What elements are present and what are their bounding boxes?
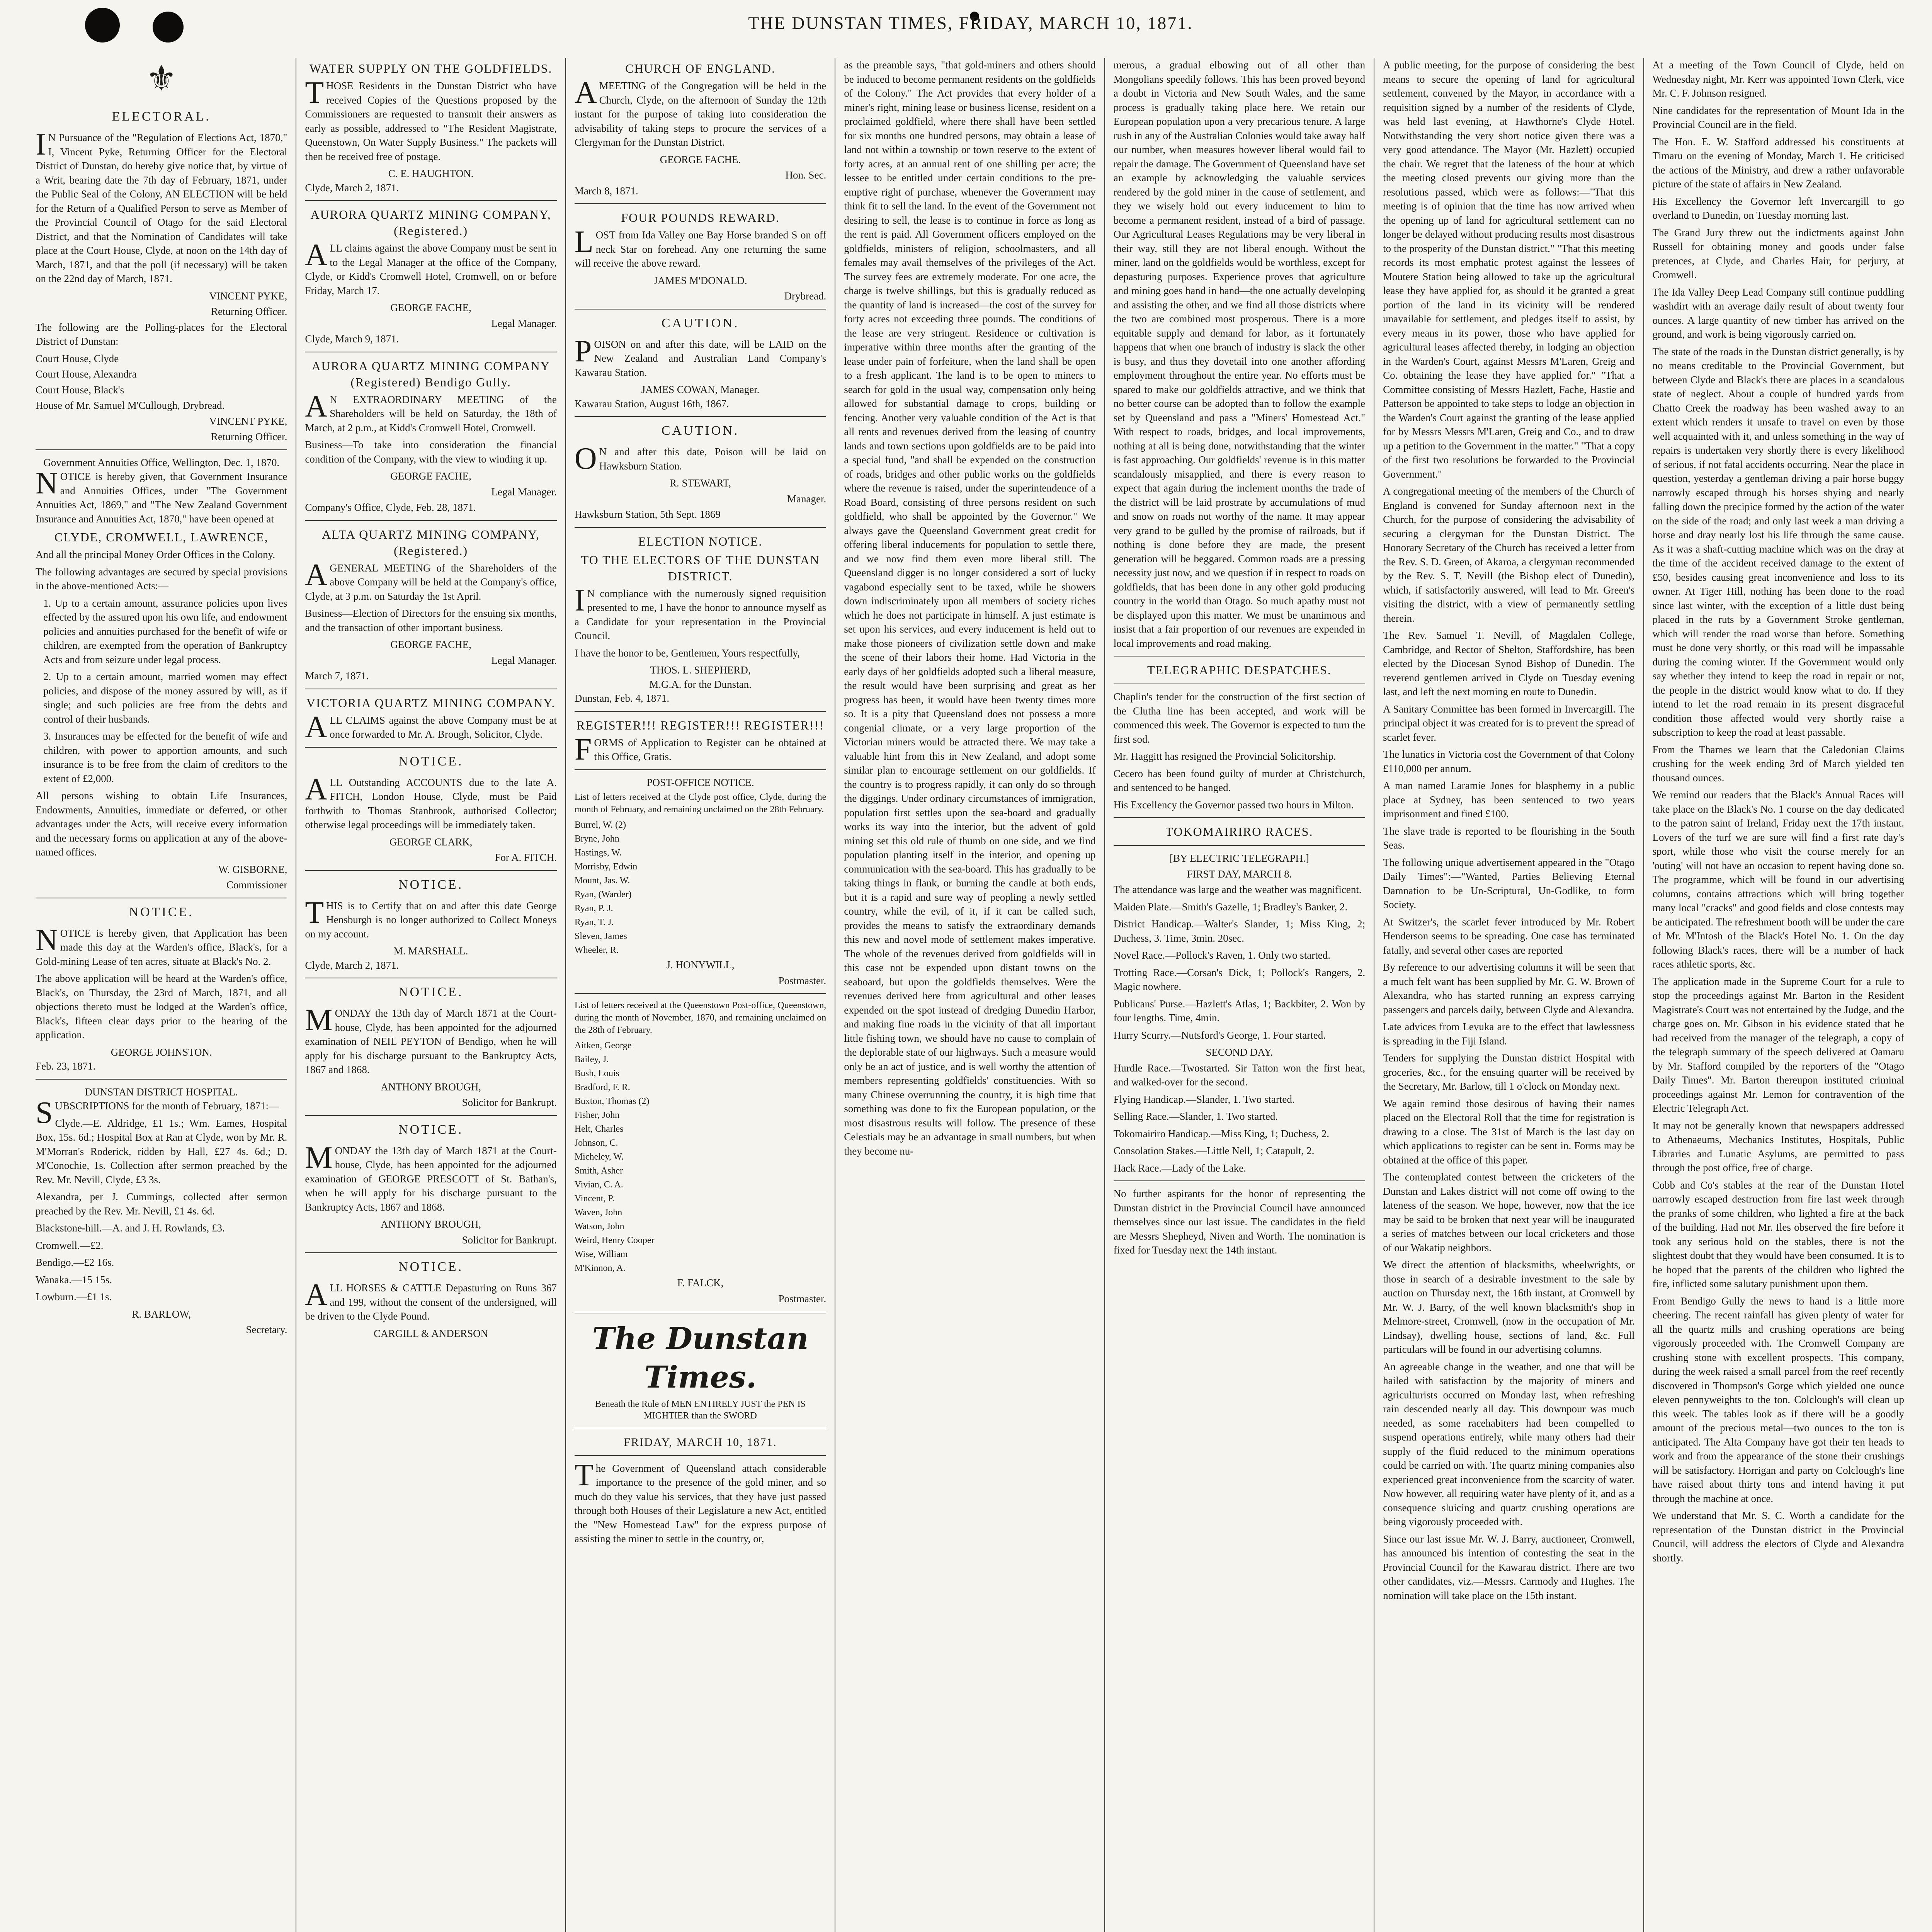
column-5: [1105, 58, 1374, 1932]
news-item: The Ida Valley Deep Lead Company still continue puddling washdirt with an average daily result of about twenty four ounces. A large quantity of new timber has arrived on the ground, and work is being vigorously carried on.: [1652, 286, 1904, 340]
signature-title: Legal Manager.: [491, 654, 557, 666]
signature: ANTHONY BROUGH,: [381, 1218, 481, 1230]
divider: [1114, 845, 1365, 846]
signature: GEORGE FACHE,: [390, 470, 471, 482]
column-container: [27, 58, 1913, 1932]
lease-hearing: The above application will be heard at the Warden's office, Black's, on Thursday, the 23rd of March, 1871, and all objections thereto must be lodged at the Warden's office, Black's, fifteen clear days prior to the hearing of the application.: [36, 973, 287, 1041]
divider: [575, 203, 826, 204]
prescott-bankruptcy-notice: MONDAY the 13th day of March 1871 at the Court-house, Clyde, has been appointed for the adjourned examination of GEORGE PRESCOTT of St. Bathan's, when he will apply for his discharge pursuant to the Bankruptcy Acts, 1867 and 1868.: [305, 1140, 557, 1213]
news-item: We direct the attention of blacksmiths, wheelwrights, or those in search of a desirable investment to the sale by auction on Thursday next, the 16th instant, at Cromwell by Mr. W. J. Barry, of the well known blacksmith's shop in Melmore-street, Cromwell, (now in the occupation of Mr. Lindsay), dwelling house, sections of land, &c. Full particulars will be found in our advertising columns.: [1383, 1259, 1635, 1355]
advantages-intro: The following advantages are secured by special provisions in the above-mentioned Acts:—: [36, 566, 287, 592]
news-item: Cobb and Co's stables at the rear of the Dunstan Hotel narrowly escaped destruction from fire last week through the pranks of some children, who lighted a fire at the back of the building. Had not Mr. Iles observed the fire before it took any serious hold on the stables, there is not the slightest doubt that they would have been consumed. It is to be hoped that the parents of the children who lighted the fire, inflicted some salutary punishment upon them.: [1652, 1179, 1904, 1289]
divider: [575, 1455, 826, 1456]
subscriptions-wanaka: Wanaka.—15 15s.: [36, 1274, 112, 1286]
signature: R. BARLOW,: [132, 1308, 191, 1320]
letter-name: Aitken, George: [574, 1041, 632, 1051]
water-supply-heading: WATER SUPPLY ON THE GOLDFIELDS.: [309, 61, 553, 75]
notice-heading: NOTICE.: [398, 877, 464, 892]
races-heading: TOKOMAIRIRO RACES.: [1165, 825, 1313, 838]
letter-name: Buxton, Thomas (2): [574, 1096, 650, 1106]
news-item: The slave trade is reported to be flourishing in the South Seas.: [1383, 825, 1635, 851]
news-item: A public meeting, for the purpose of considering the best means to secure the opening of land for agricultural settlement, convened by the Mayor, in accordance with a requisition signed by a number of the residents of Clyde, was held last evening, at Hawthorne's Clyde Hotel. Notwithstanding the very short notice given there was a very good attendance. The Mayor (Mr. Hazlett) occupied the chair. We regret that the lateness of the hour at which the meeting closed prevents our giving more than the resolutions passed, which were as follows:—"That this meeting is of opinion that the time has now arrived when the opening up of land for agricultural settlement can no longer be delayed without producing results most disastrous to the prosperity of the Dunstan district." "That this meeting records its most emphatic protest against the lessees of Moutere Station being allowed to take up the agricultural lease they have applied for, as should it be granted a great portion of the land in its vicinity will be rendered unavailable for settlement, and pledges itself to assist, by every means in its power, those who have applied for agricultural leases affected thereby, in lodging an objection in the Warden's Court, against Messrs M'Laren, Greig and Co. obtaining the lease they have applied for." "That a Committee consisting of Messrs Hazlett, Fache, Hastie and Patterson be appointed to take steps to lodge an objection in the Warden's Court against the granting of the lease applied for by Messrs Messrs M'Laren, Greig and Co., and to draw up a petition to the Government in the matter." "That a copy of the first two resolutions be forwarded to the Provincial Government.": [1383, 59, 1635, 480]
news-item: The Hon. E. W. Stafford addressed his constituents at Timaru on the evening of Monday, March 1. He criticised the actions of the Ministry, and drew a rather unfavorable picture of the state of affairs in New Zealand.: [1652, 136, 1904, 190]
signature-title: Postmaster.: [778, 975, 827, 986]
letter-name: Ryan, P. J.: [574, 903, 613, 913]
column-1: [27, 58, 296, 1932]
column-3: [566, 58, 835, 1932]
column-4: [835, 58, 1105, 1932]
signature-title: Drybread.: [784, 290, 827, 302]
telegraph-item: His Excellency the Governor passed two hours in Milton.: [1113, 799, 1354, 811]
divider: [575, 416, 826, 417]
news-item: We understand that Mr. S. C. Worth a candidate for the representation of the Dunstan district in the Provincial Council, will address the electors of Clyde and Alexandra shortly.: [1652, 1510, 1904, 1564]
issue-date: FRIDAY, MARCH 10, 1871.: [624, 1436, 777, 1449]
news-item: The application made in the Supreme Court for a rule to stop the proceedings against Mr. Barton in the Resident Magistrate's Court was not entertained by the Judge, and the charge goes on. Mr. Gibson in his evidence stated that he had received from the manager of the telegraph, a copy of the telegraph summary of the speech delivered at Oamaru by Mr. Stafford compiled by the reporters of the "Otago Daily Times". Mr. Barton thereupon instituted criminal proceedings against Mr. Lemon for contravention of the Electric Telegraph Act.: [1652, 975, 1904, 1114]
telegraph-item: Cecero has been found guilty of murder at Christchurch, and sentenced to be hanged.: [1113, 767, 1366, 793]
aurora-bendigo-heading: AURORA QUARTZ MINING COMPANY (Registered) Bendigo Gully.: [311, 359, 550, 389]
divider: [305, 200, 556, 201]
news-item: Late advices from Levuka are to the effect that lawlessness is spreading in the Fiji Island.: [1383, 1021, 1635, 1047]
election-notice-heading: ELECTION NOTICE.: [638, 534, 763, 548]
signature: CARGILL & ANDERSON: [374, 1327, 488, 1339]
clyde-letters-intro: List of letters received at the Clyde post office, Clyde, during the month of February, and remaining unclaimed on the 28th February.: [574, 792, 827, 815]
divider: [575, 993, 826, 994]
editorial-conclusion: merous, a gradual elbowing out of all other than Mongolians speedily follows. This has been proved beyond a doubt in Victoria and New South Wales, and the same process is gradually taking place here. We retain our European population upon a very precarious tenure. A large rush in any of the Australian Colonies would take away half our number, when measures however liberal would fail to repair the damage. The Government of Queensland have set an example by acknowledging the valuable services rendered by the gold miner in the cause of settlement, and they we wisely hold out every inducement to him to become a permanent resident, instead of a bird of passage. Our Agricultural Leases Regulations may be very liberal in their way, still they are not liberal enough. Without the miner, land on the goldfields would be worthless, except for depasturing purposes. Experience proves that agriculture and mining goes hand in hand—the one actually developing and assisting the other, and we find all those districts where the two are combined most prosperous. There is a more equitable supply and demand for labor, as it fortunately happens that when one branch of industry is slack the other is busy, and thus they dovetail into one another affording employment throughout the entire year. No efforts must be spared to make our goldfields attractive, and we think that no better course can be adopted than to follow the example set by Queensland and pass a "Miners' Homestead Act." With respect to roads, bridges, and local improvements, nothing at all is being done, notwithstanding that the winter is fast approaching. Our goldfields' revenue is in this matter scandalously misapplied, and there is every reason to expect that again during the inclement months the trade of the district will be laid prostrate by accumulations of mud and snow on roads not worthy of the name. It may appear very grand to be gulled by the promise of railroads, but if nothing is done before they are made, the present generation will be beggared. Common roads are a pressing necessity just now, and we question if in respect to roads on goldfields, that has been done in any other gold producing country in the world than Otago. So much apathy must not be displayed upon this matter. We must be unanimous and insist that a fair proportion of our revenues are expended in local improvements and road making.: [1113, 59, 1366, 649]
race-result: Hurdle Race.—Twostarted. Sir Tatton won the first heat, and walked-over for the second.: [1113, 1062, 1366, 1088]
subscriptions-cromwell: Cromwell.—£2.: [36, 1239, 104, 1251]
news-item: The Grand Jury threw out the indictments against John Russell for obtaining money and goods under false pretences, at Clyde, and Charles Hair, for perjury, at Cromwell.: [1652, 226, 1904, 281]
signature: GEORGE FACHE.: [660, 153, 741, 165]
alta-meeting-notice: AGENERAL MEETING of the Shareholders of the above Company will be held at the Company's office, Clyde, at 3 p.m. on Saturday the 1st April.: [305, 558, 557, 602]
letter-name: Hastings, W.: [574, 848, 622, 858]
letter-name: Waven, John: [574, 1208, 622, 1218]
race-result: Trotting Race.—Corsan's Dick, 1; Pollock's Rangers, 2. Magic nowhere.: [1113, 966, 1366, 992]
divider: [575, 1428, 826, 1429]
register-notice: FORMS of Application to Register can be obtained at this Office, Gratis.: [574, 732, 827, 767]
polling-place: Court House, Alexandra: [36, 368, 137, 380]
notice-date: Clyde, March 9, 1871.: [305, 333, 399, 345]
alta-business: Business—Election of Directors for the ensuing six months, and the transaction of other important business.: [305, 607, 557, 633]
notice-heading: NOTICE.: [398, 754, 464, 769]
letter-name: Bailey, J.: [574, 1054, 609, 1065]
telegraph-item: Chaplin's tender for the construction of the first section of the Clutha line has been accepted, and work will be commenced this week. The Governor is expected to turn the first sod.: [1113, 691, 1366, 745]
letter-name: Wheeler, R.: [574, 945, 619, 955]
notice-date: Kawarau Station, August 16th, 1867.: [574, 398, 729, 410]
notice-date: Dunstan, Feb. 4, 1871.: [574, 692, 670, 704]
signature: GEORGE FACHE,: [390, 639, 471, 650]
signature: ANTHONY BROUGH,: [381, 1081, 481, 1093]
lost-horse-notice: LOST from Ida Valley one Bay Horse branded S on off neck Star on forehead. Any one returning the same will receive the above reward.: [574, 225, 827, 269]
signature: C. E. HAUGHTON.: [388, 168, 474, 179]
letter-name: Sleven, James: [574, 931, 627, 941]
race-result: Flying Handicap.—Slander, 1. Two started.: [1113, 1093, 1295, 1105]
hawksburn-poison-notice: ON and after this date, Poison will be laid on Hawksburn Station.: [574, 442, 827, 476]
signature-title: Solicitor for Bankrupt.: [462, 1097, 557, 1108]
notice-date: Clyde, March 2, 1871.: [305, 182, 399, 194]
notice-date: Company's Office, Clyde, Feb. 28, 1871.: [305, 502, 476, 513]
signature-title: Legal Manager.: [491, 317, 557, 329]
divider: [575, 1312, 826, 1313]
race-attendance: The attendance was large and the weather was magnificent.: [1113, 884, 1362, 895]
letter-name: Bryne, John: [574, 834, 619, 844]
race-result: Novel Race.—Pollock's Raven, 1. Only two started.: [1113, 949, 1330, 961]
polling-place: Court House, Black's: [36, 384, 124, 396]
signature: GEORGE JOHNSTON.: [111, 1046, 212, 1058]
divider: [575, 527, 826, 528]
extraordinary-meeting-notice: AN EXTRAORDINARY MEETING of the Shareholders will be held on Saturday, the 18th of March, at 2 p.m., at Kidd's Cromwell Hotel, Cromwell.: [305, 389, 557, 434]
divider: [36, 449, 287, 450]
subscriptions-lowburn: Lowburn.—£1 1s.: [36, 1291, 112, 1303]
advantage-item: 1. Up to a certain amount, assurance policies upon lives effected by the assured upon his own life, and endowment policies and annuities purchased for the benefit of wife or children, are exempted from the operation of Bankruptcy Acts and from seizure under legal process.: [43, 597, 287, 665]
peyton-bankruptcy-notice: MONDAY the 13th day of March 1871 at the Court-house, Clyde, has been appointed for the adjourned examination of NEIL PEYTON of Bendigo, when he will apply for his discharge pursuant to the Bankruptcy Acts, 1867 and 1868.: [305, 1003, 557, 1075]
letter-name: Smith, Asher: [574, 1166, 623, 1176]
letter-name: Vivian, C. A.: [574, 1180, 623, 1190]
candidates-item: No further aspirants for the honor of representing the Dunstan district in the Provincial Council have announced themselves since our last issue. The candidates in the field are Messrs Shepheyd, Niven and Worth. The nomination is fixed for Tuesday next the 14th instant.: [1113, 1188, 1366, 1256]
divider: [575, 769, 826, 770]
race-result: Selling Race.—Slander, 1. Two started.: [1113, 1111, 1278, 1122]
electors-heading: TO THE ELECTORS OF THE DUNSTAN DISTRICT.: [581, 553, 820, 583]
signature-title: Manager.: [787, 493, 827, 505]
race-result: Hurry Scurry.—Nutsford's George, 1. Four started.: [1113, 1029, 1326, 1041]
divider: [575, 711, 826, 712]
caution-heading: CAUTION.: [661, 423, 740, 438]
signature: GEORGE FACHE,: [390, 302, 471, 313]
signature-title: Legal Manager.: [491, 486, 557, 498]
letter-name: Helt, Charles: [574, 1124, 624, 1134]
telegraph-byline: [BY ELECTRIC TELEGRAPH.]: [1170, 852, 1309, 864]
telegraph-item: Mr. Haggitt has resigned the Provincial Solicitorship.: [1113, 750, 1336, 762]
letter-name: Watson, John: [574, 1221, 624, 1231]
news-item: From the Thames we learn that the Caledonian Claims crushing for the week ending 3rd of March yielded ten thousand ounces.: [1652, 743, 1904, 784]
kawarau-poison-notice: POISON on and after this date, will be LAID on the New Zealand and Australian Land Company's Kawarau Station.: [574, 334, 827, 378]
race-day-heading: FIRST DAY, MARCH 8.: [1187, 868, 1292, 880]
column-7: [1644, 58, 1913, 1932]
signature-title: M.G.A. for the Dunstan.: [649, 678, 752, 690]
news-item: It may not be generally known that newspapers addressed to Athenaeums, Mechanics Institutes, Hospitals, Public Libraries and Lunatic Asylums, are permitted to pass through the post office, free of charge.: [1652, 1119, 1904, 1173]
news-item: We again remind those desirous of having their names placed on the Electoral Roll that the time for registration is drawing to a close. The 31st of March is the last day on which applications to register can be sent in. Forms may be obtained at the office of this paper.: [1383, 1097, 1635, 1166]
signature-title: Solicitor for Bankrupt.: [462, 1234, 557, 1246]
news-item: An agreeable change in the weather, and one that will be hailed with satisfaction by the majority of miners and agriculturists occurred on Monday last, when refreshing rain descended nearly all day. This downpour was much needed, as some racehabiters had been compelled to suspend operations entirely, while many others had their supply of the fluid reduced to the minimum operations could be carried on with. The quartz mining companies also experienced great inconvenience from the scarcity of water. Now however, all requiring water have plenty of it, and as a consequence sluicing and quartz crushing operations are being vigorously proceeded with.: [1383, 1361, 1635, 1527]
letter-name: Micheley, W.: [574, 1152, 624, 1162]
race-result: District Handicap.—Walter's Slander, 1; Miss King, 2; Duchess, 3. Time, 3min. 20sec.: [1113, 918, 1366, 944]
news-item: The following unique advertisement appeared in the "Otago Daily Times":—"Wanted, Parties Believing Eternal Damnation to be Un-Scriptural, Un-Godlike, to form Society.: [1383, 856, 1635, 910]
lease-notice: NOTICE is hereby given, that Application has been made this day at the Warden's office, Black's, for a Gold-mining Lease of ten acres, situate at Black's No. 2.: [36, 923, 287, 967]
signature: W. GISBORNE,: [218, 863, 287, 875]
fitch-accounts-notice: ALL Outstanding ACCOUNTS due to the late A. FITCH, London House, Clyde, must be Paid forthwith to Thomas Stanbrook, authorised Collector; otherwise legal proceedings will be immediately taken.: [305, 772, 557, 830]
marshall-notice: THIS is to Certify that on and after this date George Hensburgh is no longer authorized to Collect Moneys on my account.: [305, 895, 557, 940]
annuities-closing: All persons wishing to obtain Life Insurances, Endowments, Annuities, immediate or deferred, or other advantages under the Acts, will receive every information and the necessary forms on application at any of the above-named offices.: [36, 790, 287, 858]
electoral-notice: IN Pursuance of the "Regulation of Elections Act, 1870," I, Vincent Pyke, Returning Officer for the Electoral District of Dunstan, do hereby give notice that, by virtue of a Writ, bearing date the 7th day of February, 1871, under the Public Seal of the Colony, AN ELECTION will be held for the Return of a Qualified Person to serve as Member of the Provincial Council of Otago for the said Electoral District, and that the Nomination of Candidates will take place at the Court House, Clyde, at noon on the 14th day of March, 1871, and that the poll (if necessary) will be taken on the 22nd day of March, 1871.: [36, 128, 287, 284]
aurora-heading: AURORA QUARTZ MINING COMPANY, (Registered.): [310, 207, 551, 238]
register-heading: REGISTER!!! REGISTER!!! REGISTER!!!: [577, 718, 824, 732]
queenstown-letters-intro: List of letters received at the Queenstown Post-office, Queenstown, during the month of November, 1870, and remaining unclaimed on the 28th of February.: [574, 1000, 827, 1035]
subscriptions-intro: SUBSCRIPTIONS for the month of February, 1871:—: [36, 1096, 279, 1130]
paper-motto: Beneath the Rule of MEN ENTIRELY JUST the PEN IS MIGHTIER than the SWORD: [595, 1399, 806, 1421]
notice-heading: NOTICE.: [398, 1122, 464, 1137]
signature-title: Hon. Sec.: [785, 169, 827, 181]
news-item: Nine candidates for the representation of Mount Ida in the Provincial Council are in the field.: [1652, 104, 1904, 130]
subscriptions-blackstone: Blackstone-hill.—A. and J. H. Rowlands, £3.: [36, 1222, 225, 1234]
victoria-claims-notice: ALL CLAIMS against the above Company must be at once forwarded to Mr. A. Brough, Solicitor, Clyde.: [305, 710, 557, 744]
editorial-opening: The Government of Queensland attach considerable importance to the presence of the gold miner, and so much do they value his services, that they have just passed through both Houses of their Legislature a new Act, entitled the "New Homestead Law" for the express purpose of assisting the miner to settle in the country, or,: [574, 1458, 827, 1544]
news-item: The lunatics in Victoria cost the Government of that Colony £110,000 per annum.: [1383, 748, 1635, 774]
notice-date: March 8, 1871.: [574, 185, 638, 197]
advantage-item: 2. Up to a certain amount, married women may effect policies, and dispose of the money assured by will, as if single; and such policies are free from the debts and control of their husbands.: [43, 671, 287, 725]
news-item: Since our last issue Mr. W. J. Barry, auctioneer, Cromwell, has announced his intention of contesting the seat in the Provincial Council for the Kawarau district. There are two other candidates, viz.—Messrs. Carmody and Hughes. The nomination will take place on the 15th instant.: [1383, 1533, 1635, 1601]
annuities-office-heading: Government Annuities Office, Wellington, Dec. 1, 1870.: [43, 456, 280, 468]
divider: [575, 309, 826, 310]
column-2: [296, 58, 566, 1932]
news-item: The Rev. Samuel T. Nevill, of Magdalen College, Cambridge, and Rector of Shelton, Staffordshire, has been elected by the Diocesan Synod Bishop of Dunedin. The reverend gentlemen arrived in Clyde on Tuesday evening last, and left the next morning en route to Dunedin.: [1383, 629, 1635, 697]
royal-crest-icon: ⚜: [146, 60, 177, 98]
news-item: The contemplated contest between the cricketers of the Dunstan and Lakes district will not come off owing to the lateness of the season. We hope, however, now that the ice may be said to be broken that next year will be inaugurated a series of matches between our local cricketers and those of our Wakatip neighbors.: [1383, 1171, 1635, 1253]
victoria-heading: VICTORIA QUARTZ MINING COMPANY.: [306, 696, 556, 710]
advantage-item: 3. Insurances may be effected for the benefit of wife and children, with power to apportion amounts, and such insurance is to be free from the claim of creditors to the extent of £2,000.: [43, 730, 287, 784]
news-item: At Switzer's, the scarlet fever introduced by Mr. Robert Henderson seems to be spreading. One case has terminated fatally, and several other cases are reported: [1383, 916, 1635, 956]
race-day-heading: SECOND DAY.: [1206, 1046, 1273, 1058]
news-item: His Excellency the Governor left Invercargill to go overland to Dunedin, on Tuesday morning last.: [1652, 195, 1904, 221]
editorial-continued: as the preamble says, "that gold-miners and others should be induced to become permanent residents on the goldfields of the Colony." The Act provides that every holder of a miner's right, mining lease or business license, resident on a proclaimed goldfield, where there shall have been settled for six months one hundred persons, may obtain a lease of land not within a township or town reserve to the extent of forty acres, at an annual rent of one shilling per acre; the lessee to be entitled under certain conditions to the pre-emptive right of purchase, whenever the Government may think fit to sell the land. In the event of the Government not desiring to sell, the lease is to continue in force as long as the rent is paid. All Government officers employed on the goldfields, ministers of religion, schoolmasters, and all females may avail themselves of the privileges of the Act. The survey fees are extremely moderate. For one acre, the charge is twelve shillings, but this is gradually reduced as the quantity of land is increased—the cost of the survey for forty acres not exceeding three pounds. The conditions of the lease are very stringent. Residence or cultivation is imperative within three months after the granting of the lease under pain of forfeiture, when the land shall be open to a fresh applicant. The land is to be open to miners to search for gold in the usual way, compensation only being allowed for substantial damage to crops, building or fencing. Another very valuable condition of the Act is that all rents and revenues derived from the leasing of country lands and town sections upon goldfields are to be paid into a special fund, "and shall be expended on the construction of roads, bridges and other public works on the goldfields where the revenue is raised, under the superintendence of a Road Board, consisting of three persons resident on such goldfield, who shall be appointed by the Governor." We always gave the Queensland Government great credit for offering liberal inducements for population to settle there, and we now find them even more liberal still. The Queensland digger is no longer considered a sort of lucky vagabond especially sent to be taxed, while he showers down indiscriminately upon all members of society riches which he does not participate in himself. A just estimate is set upon his services, and every inducement is held out to make those pioneers of civilization settle down and make the scene of their labors their home. Had Victoria in the early days of her goldfields adopted such a liberal measure, the result would have been surprising and great as her progress has been, it would have been twenty times more so. It is a pity that Queensland does not possess a more congenial climate, or a very large proportion of the Victorian miners would be attracted there. We may take a valuable hint from this in New Zealand, and adopt some similar plan to encourage settlement on our goldfields. If the country is to progress rapidly, it can only do so through the diggings. Under ordinary circumstances of immigration, population first settles upon the sea-board and gradually works its way into the interior, but the advent of gold mining set this old rule of thumb on one side, and we find population planting itself in the interior, and opening up communication with the sea-board. This has gradually to be taking things in flank, or burning the candle at both ends, but it is a rapid and sure way of peopling a newly settled country, while the evil, of it, if it can be called such, provides the means to satisfy the extraordinary demands this new and novel mode of settlement makes imperative. The whole of the revenues derived from goldfields will in this case not be expended upon distant towns on the seaboard, but upon the goldfields themselves. Were the revenues derived here from agricultural and other leases expended on the spot instead of dredging Dunedin Harbor, and making fine roads in the vicinity of that all important little fishing town, we should have no cause to complain of the deplorable state of our highways. Such a measure would only be an act of justice, and is well worthy the attention of members representing goldfields' constituencies. With so many Chinese overrunning the country, it is high time that something was done to fix the European population, or the most disastrous results will follow. The presence of these Celestials may be an advantage in small numbers, but when they become nu-: [844, 59, 1096, 1157]
signature-title: Returning Officer.: [211, 306, 287, 317]
meeting-business: Business—To take into consideration the financial condition of the Company, with the view to winding it up.: [305, 439, 557, 465]
paper-nameplate: The Dunstan Times.: [592, 1321, 809, 1395]
news-item: We remind our readers that the Black's Annual Races will take place on the Black's No. 1 course on the day dedicated to the patron saint of Ireland, Friday next the 17th instant. Lovers of the turf we are sure will find a first rate day's sport, while those who visit the course merely for an 'outing' will not have an occasion to repent having done so. The programme, which will be found in our advertising columns, contains attractions which will bring together many local "cracks" and good fields and close contests may be anticipated. The refreshment booth will be under the care of Mr. M'Intosh of the Black's Hotel No. 1. On the day following Black's races, there will be a number of hack races athletic sports, &c.: [1652, 789, 1904, 970]
polling-place: House of Mr. Samuel M'Cullough, Drybread.: [36, 400, 225, 411]
signature: VINCENT PYKE,: [209, 415, 287, 427]
signature: GEORGE CLARK,: [389, 836, 473, 848]
telegraphic-heading: TELEGRAPHIC DESPATCHES.: [1147, 663, 1332, 677]
race-result: Publicans' Purse.—Hazlett's Atlas, 1; Backbiter, 2. Won by four lengths. Time, 4min.: [1113, 998, 1366, 1024]
race-result: Consolation Stakes.—Little Nell, 1; Catapult, 2.: [1113, 1145, 1315, 1156]
candidate-closing: I have the honor to be, Gentlemen, Yours respectfully,: [574, 647, 800, 659]
clyde-letters-list: [575, 819, 826, 956]
alta-heading: ALTA QUARTZ MINING COMPANY, (Registered.): [322, 527, 540, 558]
signature: M. MARSHALL.: [393, 945, 468, 957]
divider: [1114, 1180, 1365, 1181]
queenstown-letters-list: [575, 1039, 826, 1274]
post-office-heading: POST-OFFICE NOTICE.: [646, 776, 754, 788]
letter-name: Mount, Jas. W.: [574, 876, 630, 886]
signature: JAMES M'DONALD.: [653, 274, 747, 286]
signature: F. FALCK,: [677, 1277, 724, 1289]
office-towns: CLYDE, CROMWELL, LAWRENCE,: [54, 530, 269, 544]
signature: JAMES COWAN, Manager.: [641, 384, 760, 395]
letter-name: Weird, Henry Cooper: [574, 1235, 655, 1245]
notice-date: Feb. 23, 1871.: [36, 1060, 96, 1072]
divider: [305, 870, 556, 871]
notice-heading: NOTICE.: [129, 905, 194, 919]
church-meeting-notice: AMEETING of the Congregation will be held in the Church, Clyde, on the afternoon of Sunday the 12th instant for the purpose of taking into consideration the advisability of taking steps to procure the services of a Clergyman for the Dunstan District.: [574, 76, 827, 148]
signature: R. STEWART,: [669, 477, 731, 489]
news-item: A congregational meeting of the members of the Church of England is convened for Sunday afternoon next in the Church, for the purpose of considering the advisability of securing a clergyman for the Dunstan District. The Honorary Secretary of the Church has received a letter from the Rev. S. D. Green, of Akaroa, a clergyman recommended by the Rev. S. T. Nevill (the Bishop elect of Dunedin), which, if satisfactorily answered, will lead to Mr. Green's visiting the district, with a view of permanently settling therein.: [1383, 485, 1635, 624]
subscriptions-clyde: Clyde.—E. Aldridge, £1 1s.; Wm. Eames, Hospital Box, 15s. 6d.; Hospital Box at Ran at Clyde, won by Mr. R. M'Morran's Roderick, ridden by Hall, £27 4s. 6d.; D. M'Conochie, 1s. Collection after sermon preached by the Rev. Mr. Nevill, Clyde, £3 3s.: [36, 1117, 287, 1185]
notice-date: Hawksburn Station, 5th Sept. 1869: [574, 509, 721, 520]
news-item: By reference to our advertising columns it will be seen that a much felt want has been supplied by Mr. G. W. Brown of Alexandra, who has started running an express carrying passengers and parcels daily, between Clyde and Alexandra.: [1383, 961, 1635, 1015]
letter-name: Bush, Louis: [574, 1068, 619, 1078]
aurora-claims-notice: ALL claims against the above Company must be sent in to the Legal Manager at the office of the Company, Clyde, or Kidd's Cromwell Hotel, Cromwell, on or before Friday, March 17.: [305, 238, 557, 296]
letter-name: Morrisby, Edwin: [574, 862, 638, 872]
signature-title: Commissioner: [226, 879, 287, 891]
water-supply-notice: THOSE Residents in the Dunstan District who have received Copies of the Questions proposed by the Commissioners are requested to transmit their answers as early as possible, addressed to "The Resident Magistrate, Queenstown, On Water Supply Business." The packets will then be received free of postage.: [305, 76, 557, 162]
annuities-offices: And all the principal Money Order Offices in the Colony.: [36, 549, 276, 560]
letter-name: Ryan, T. J.: [574, 917, 614, 927]
signature-title: Returning Officer.: [211, 431, 287, 442]
masthead: THE DUNSTAN TIMES, FRIDAY, MARCH 10, 1871.: [748, 13, 1193, 33]
notice-date: March 7, 1871.: [305, 670, 369, 682]
notice-date: Clyde, March 2, 1871.: [305, 959, 399, 971]
polling-intro: The following are the Polling-places for the Electoral District of Dunstan:: [36, 321, 287, 347]
notice-heading: NOTICE.: [398, 1260, 464, 1274]
letter-name: M'Kinnon, A.: [574, 1263, 626, 1273]
news-item: From Bendigo Gully the news to hand is a little more cheering. The recent rainfall has given plenty of water for all the quartz mills and crushing operations are being vigorously proceeded with. The Cromwell Company are crushing stone with excellent prospects. This company, during the week raised a small parcel from the reef recently discovered in Thompson's Gorge which yielded one ounce eleven pennyweights to the ton. Colclough's will clean up this week. The tables look as if there will be a goodly amount of the precious metal—two ounces to the ton is anticipated. The Alta Company have got their ten heads to work and from the appearance of the stone their crushings will be satisfactory. Horrigan and party on Colclough's line have raised about thirty tons and intend having it put through the machine at once.: [1652, 1295, 1904, 1504]
news-item: A Sanitary Committee has been formed in Invercargill. The principal object it was created for is to prevent the spread of scarlet fever.: [1383, 703, 1635, 743]
letter-name: Wise, William: [574, 1249, 628, 1259]
signature: J. HONYWILL,: [666, 959, 735, 971]
annuities-notice: NOTICE is hereby given, that Government Insurance and Annuities Offices, under "The Government Annuities Act, 1869," and "The New Zealand Government Insurance and Annuities Act, 1870," have been opened at: [36, 466, 287, 525]
divider: [305, 747, 556, 748]
electoral-heading: ELECTORAL.: [112, 109, 211, 124]
polling-place: Court House, Clyde: [36, 352, 119, 364]
race-result: Tokomairiro Handicap.—Miss King, 1; Duchess, 2.: [1113, 1128, 1329, 1139]
polling-places-list: [36, 352, 287, 413]
news-item: At a meeting of the Town Council of Clyde, held on Wednesday night, Mr. Kerr was appointed Town Clerk, vice Mr. C. F. Johnson resigned.: [1652, 59, 1904, 99]
church-heading: CHURCH OF ENGLAND.: [625, 61, 776, 75]
cattle-notice: ALL HORSES & CATTLE Depasturing on Runs 367 and 199, without the consent of the undersigned, will be driven to the Clyde Pound.: [305, 1278, 557, 1322]
divider: [36, 1079, 287, 1080]
letter-name: Vincent, P.: [574, 1194, 615, 1204]
letter-name: Fisher, John: [574, 1110, 620, 1120]
news-item: Tenders for supplying the Dunstan district Hospital with groceries, &c., for the ensuing quarter will be received by the Secretary, Mr. Barlow, till 1 o'clock on Monday next.: [1383, 1052, 1635, 1092]
signature: VINCENT PYKE,: [209, 290, 287, 302]
reward-heading: FOUR POUNDS REWARD.: [621, 211, 780, 224]
divider: [1114, 817, 1365, 818]
hospital-heading: DUNSTAN DISTRICT HOSPITAL.: [85, 1086, 238, 1098]
letter-name: Burrel, W. (2): [574, 820, 626, 830]
divider: [305, 1115, 556, 1116]
news-item: A man named Laramie Jones for blasphemy in a public place at Sydney, has been sentenced to two years imprisonment and fined £100.: [1383, 780, 1635, 820]
letter-name: Ryan, (Warder): [574, 889, 632, 900]
notice-heading: NOTICE.: [398, 985, 464, 999]
letter-name: Bradford, F. R.: [574, 1082, 630, 1092]
race-result: Hack Race.—Lady of the Lake.: [1113, 1162, 1247, 1174]
signature-title: Postmaster.: [778, 1293, 827, 1304]
subscriptions-alexandra: Alexandra, per J. Cummings, collected after sermon preached by the Rev. Mr. Nevill, £1 4s. 6d.: [36, 1191, 287, 1217]
caution-heading: CAUTION.: [661, 316, 740, 330]
news-item: The state of the roads in the Dunstan district generally, is by no means creditable to the Provincial Government, but between Clyde and Black's there are places in a scandalous state of neglect. About a couple of hundred yards from Chatto Creek the roadway has been washed away to an extent which renders it unsafe to travel on even by those well acquainted with it, and unless something in the way of repairs is undertaken very shortly there is every likelihood of serious, if not fatal accidents occurring. Near the place in question, yesterday a gentleman driving a pair horse buggy narrowly escaped through his horses shying and nearly falling down the precipice formed by the action of the water on the side of the road; and only last week a man driving a horse and dray nearly lost his life through the same cause. As it was a shaft-cutting machine which was on the dray at the time of the accident received damage to the extent of £50, besides causing great inconvenience and loss to its owner. At Tiger Hill, nothing has been done to the road since last winter, with the exception of a little dust being placed in the ruts by a Government Stroke gentleman, which will render the road worse than before. Something must be done very shortly, or this road will be impassable during the coming winter. If the Government would only say whether they intend to keep the road in repair or not, the people in the district would know what to do. If they intend to let the road remain in its present disgraceful condition those affected would very shortly raise a subscription to keep the road at least passable.: [1652, 345, 1904, 738]
subscriptions-bendigo: Bendigo.—£2 16s.: [36, 1257, 114, 1268]
signature: THOS. L. SHEPHERD,: [650, 664, 751, 676]
column-6: [1374, 58, 1644, 1932]
candidate-announcement: IN compliance with the numerously signed requisition presented to me, I have the honor to announce myself as a Candidate for your representation in the Provincial Council.: [574, 583, 827, 641]
letter-name: Johnson, C.: [574, 1138, 618, 1148]
race-result: Maiden Plate.—Smith's Gazelle, 1; Bradley's Banker, 2.: [1113, 901, 1348, 913]
signature-title: Secretary.: [246, 1324, 287, 1335]
divider: [305, 1252, 556, 1253]
divider: [305, 520, 556, 521]
signature-title: For A. FITCH.: [495, 852, 557, 863]
